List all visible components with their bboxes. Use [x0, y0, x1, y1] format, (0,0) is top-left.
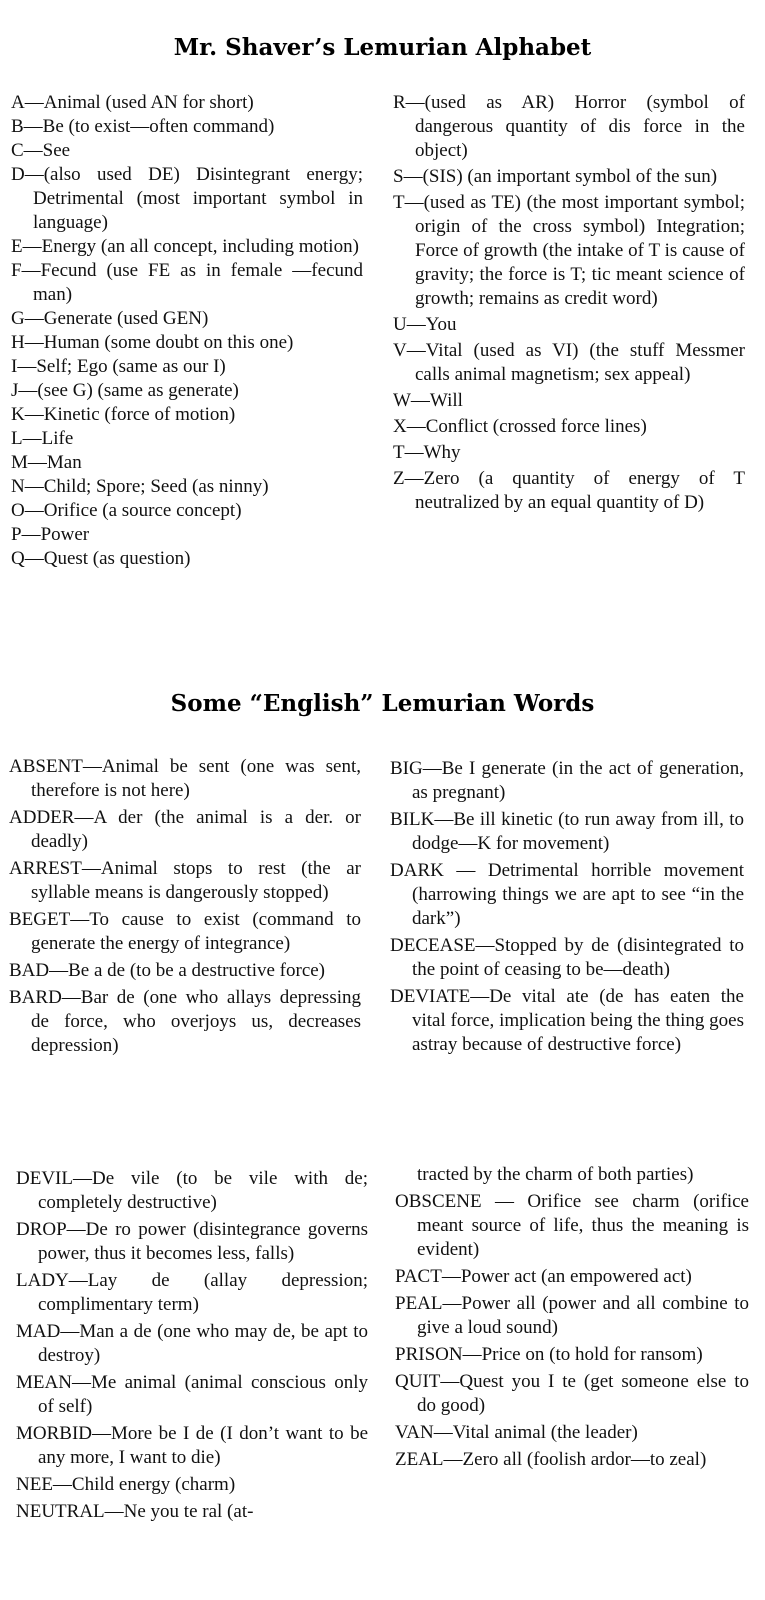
alphabet-entry-w: W—Will — [393, 390, 463, 411]
word-entry-bilk: BILK—Be ill kinetic (to run away from ill, to dodge—K for movement) — [390, 809, 744, 854]
alphabet-entry-f: F—Fecund (use FE as in female —fecund man) — [11, 260, 363, 305]
words-right-column-1 — [390, 757, 744, 1060]
words-title: Some “English” Lemurian Words — [170, 690, 595, 717]
alphabet-entry-a: A—Animal (used AN for short) — [11, 92, 254, 113]
alphabet-entry-y: T—Why — [393, 442, 461, 463]
alphabet-entry-j: J—(see G) (same as generate) — [11, 380, 239, 401]
alphabet-entry-n: N—Child; Spore; Seed (as ninny) — [11, 476, 269, 497]
word-entry-mad: MAD—Man a de (one who may de, be apt to destroy) — [16, 1321, 368, 1366]
alphabet-entry-s: S—(SIS) (an important symbol of the sun) — [393, 166, 718, 187]
word-entry-neutral-continued: tracted by the charm of both parties) — [417, 1164, 694, 1185]
word-entry-decease: DECEASE—Stopped by de (disintegrated to the point of ceasing to be—death) — [390, 935, 744, 980]
word-entry-drop: DROP—De ro power (disintegrance governs power, thus it becomes less, falls) — [16, 1219, 368, 1264]
word-entry-lady: LADY—Lay de (allay depression; complimentary term) — [16, 1270, 368, 1315]
word-entry-prison: PRISON—Price on (to hold for ransom) — [395, 1344, 703, 1365]
words-left-column-2 — [16, 1167, 368, 1527]
word-entry-deviate: DEVIATE—De vital ate (de has eaten the vital force, implication being the thing goes astray because of destructive force) — [390, 986, 744, 1055]
word-entry-neutral: NEUTRAL—Ne you te ral (at- — [16, 1501, 254, 1522]
word-entry-bad: BAD—Be a de (to be a destructive force) — [9, 960, 326, 981]
alphabet-left-column — [11, 91, 363, 571]
alphabet-entry-b: B—Be (to exist—often command) — [11, 116, 275, 137]
words-right-column-2 — [395, 1163, 749, 1475]
word-entry-zeal: ZEAL—Zero all (foolish ardor—to zeal) — [395, 1449, 707, 1470]
word-entry-big: BIG—Be I generate (in the act of generation, as pregnant) — [390, 758, 744, 803]
word-entry-absent: ABSENT—Animal be sent (one was sent, therefore is not here) — [9, 756, 361, 801]
alphabet-title: Mr. Shaver’s Lemurian Alphabet — [173, 34, 592, 61]
alphabet-entry-g: G—Generate (used GEN) — [11, 308, 209, 329]
word-entry-nee: NEE—Child energy (charm) — [16, 1474, 236, 1495]
word-entry-adder: ADDER—A der (the animal is a der. or deadly) — [9, 807, 361, 852]
alphabet-right-column — [393, 91, 745, 517]
alphabet-entry-u: U—You — [393, 314, 457, 335]
word-entry-dark: DARK — Detrimental horrible movement (harrowing things we are apt to see “in the dark”) — [390, 860, 744, 929]
word-entry-morbid: MORBID—More be I de (I don’t want to be any more, I want to die) — [16, 1423, 368, 1468]
word-entry-mean: MEAN—Me animal (animal conscious only of self) — [16, 1372, 368, 1417]
word-entry-bard: BARD—Bar de (one who allays depressing de force, who overjoys us, decreases depression) — [9, 987, 361, 1056]
alphabet-entry-z: Z—Zero (a quantity of energy of T neutralized by an equal quantity of D) — [393, 468, 745, 513]
alphabet-entry-o: O—Orifice (a source concept) — [11, 500, 242, 521]
alphabet-entry-e: E—Energy (an all concept, including motion) — [11, 236, 359, 257]
words-left-column-1 — [9, 755, 361, 1061]
word-entry-beget: BEGET—To cause to exist (command to generate the energy of integrance) — [9, 909, 361, 954]
alphabet-entry-r: R—(used as AR) Horror (symbol of dangerous quantity of dis force in the object) — [393, 92, 745, 161]
word-entry-van: VAN—Vital animal (the leader) — [395, 1422, 638, 1443]
alphabet-entry-t: T—(used as TE) (the most important symbol; origin of the cross symbol) Integration; Force of growth (the intake of T is cause of gravity; the force is T; tic meant science of growth; remains as credit word) — [393, 192, 745, 309]
alphabet-entry-l: L—Life — [11, 428, 74, 449]
alphabet-entry-m: M—Man — [11, 452, 82, 473]
alphabet-entry-p: P—Power — [11, 524, 90, 545]
word-entry-obscene: OBSCENE — Orifice see charm (orifice meant source of life, thus the meaning is evident) — [395, 1191, 749, 1260]
alphabet-entry-k: K—Kinetic (force of motion) — [11, 404, 236, 425]
word-entry-pact: PACT—Power act (an empowered act) — [395, 1266, 692, 1287]
alphabet-entry-h: H—Human (some doubt on this one) — [11, 332, 294, 353]
word-entry-quit: QUIT—Quest you I te (get someone else to do good) — [395, 1371, 749, 1416]
word-entry-devil: DEVIL—De vile (to be vile with de; completely destructive) — [16, 1168, 368, 1213]
alphabet-entry-c: C—See — [11, 140, 71, 161]
word-entry-peal: PEAL—Power all (power and all combine to give a loud sound) — [395, 1293, 749, 1338]
alphabet-entry-x: X—Conflict (crossed force lines) — [393, 416, 647, 437]
word-entry-arrest: ARREST—Animal stops to rest (the ar syllable means is dangerously stopped) — [9, 858, 361, 903]
alphabet-entry-q: Q—Quest (as question) — [11, 548, 191, 569]
alphabet-entry-i: I—Self; Ego (same as our I) — [11, 356, 226, 377]
alphabet-entry-v: V—Vital (used as VI) (the stuff Messmer calls animal magnetism; sex appeal) — [393, 340, 745, 385]
alphabet-entry-d: D—(also used DE) Disintegrant energy; Detrimental (most important symbol in language) — [11, 164, 363, 233]
